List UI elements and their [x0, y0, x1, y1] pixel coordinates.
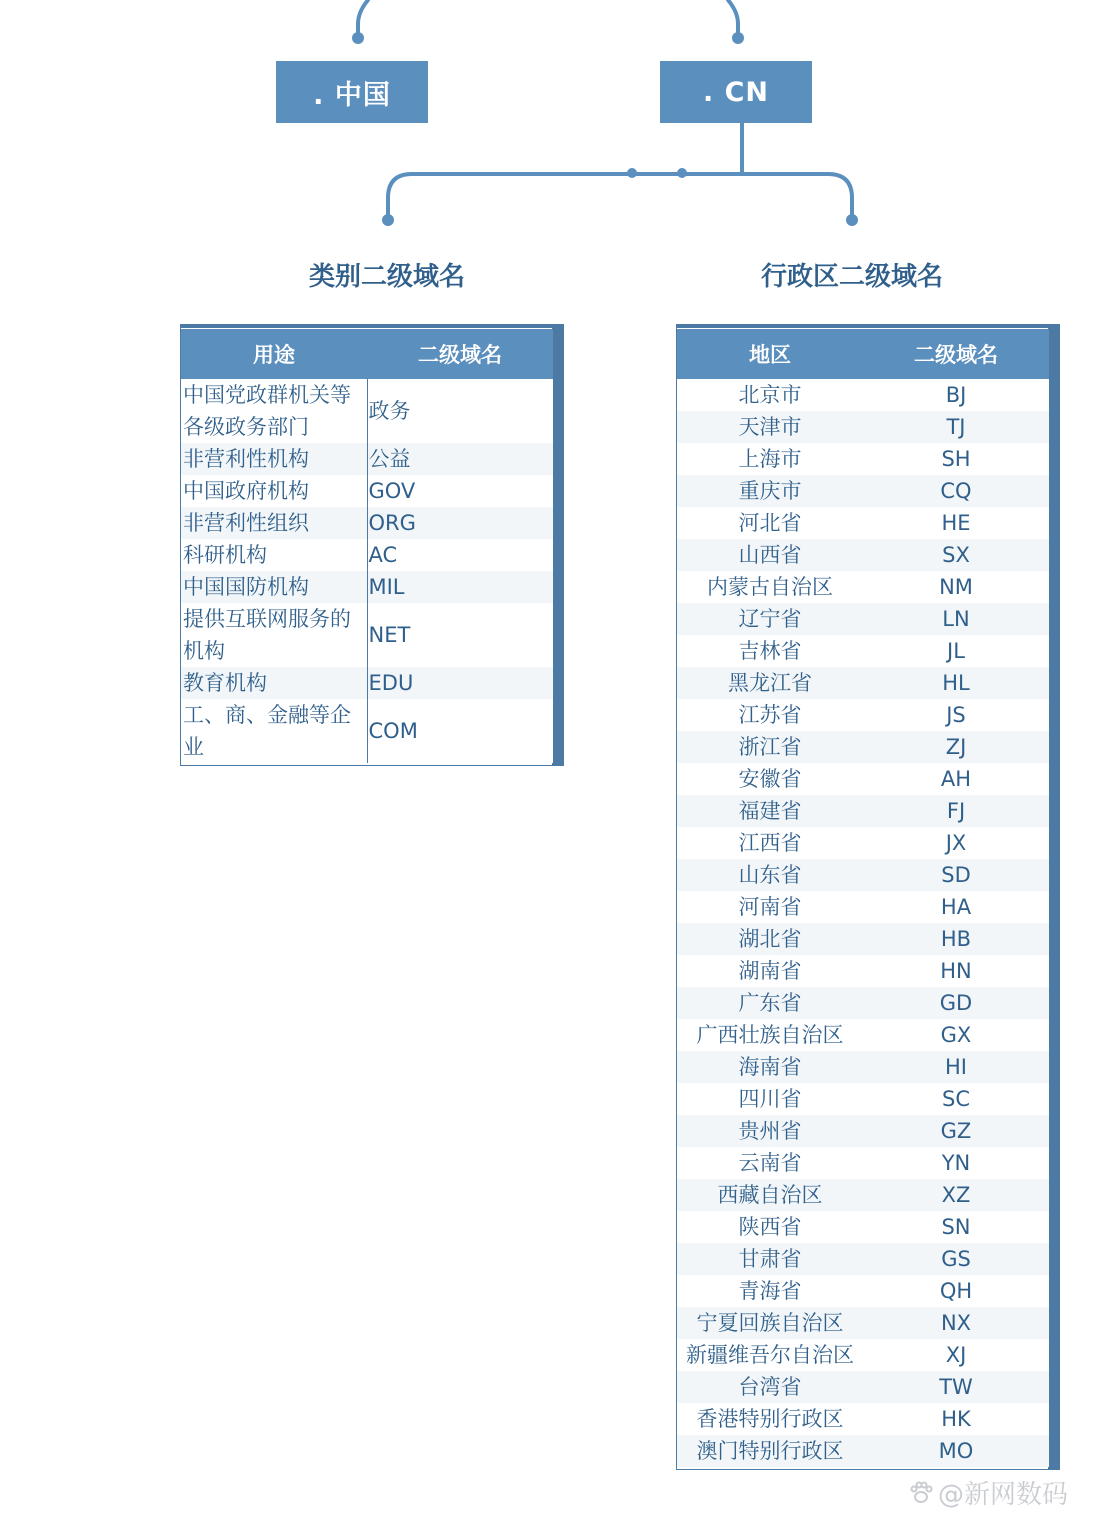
region-name-cell: 浙江省 [677, 731, 863, 763]
category-table-row [181, 539, 553, 571]
region-code-cell: HE [863, 507, 1049, 539]
region-code-cell: HN [863, 955, 1049, 987]
region-table-header-row [677, 329, 1049, 379]
region-table-row [677, 1307, 1049, 1339]
region-code-cell: SX [863, 539, 1049, 571]
region-table-row [677, 1179, 1049, 1211]
region-table-row [677, 411, 1049, 443]
region-table-row [677, 859, 1049, 891]
region-code-cell: HI [863, 1051, 1049, 1083]
region-name-cell: 澳门特别行政区 [677, 1435, 863, 1467]
region-table-row [677, 1339, 1049, 1371]
region-code-cell: AH [863, 763, 1049, 795]
region-table-row [677, 699, 1049, 731]
connector-dot-top-right [732, 32, 744, 44]
category-header-purpose: 用途 [181, 329, 367, 379]
category-table-row [181, 699, 553, 763]
region-name-cell: 广东省 [677, 987, 863, 1019]
table-top-border [181, 324, 564, 328]
region-code-cell: HA [863, 891, 1049, 923]
region-code-cell: JL [863, 635, 1049, 667]
node-chinese-tld: . 中国 [276, 61, 428, 123]
region-name-cell: 新疆维吾尔自治区 [677, 1339, 863, 1371]
region-section-title: 行政区二级域名 [760, 262, 943, 292]
region-table-row [677, 987, 1049, 1019]
region-name-cell: 宁夏回族自治区 [677, 1307, 863, 1339]
region-name-cell: 香港特别行政区 [677, 1403, 863, 1435]
region-table-row [677, 1083, 1049, 1115]
category-purpose-cell: 工、商、金融等企业 [181, 699, 367, 763]
region-code-cell: HL [863, 667, 1049, 699]
region-name-cell: 台湾省 [677, 1371, 863, 1403]
region-name-cell: 吉林省 [677, 635, 863, 667]
region-name-cell: 江苏省 [677, 699, 863, 731]
region-table-row [677, 955, 1049, 987]
region-table-row [677, 1435, 1049, 1467]
region-header-domain: 二级域名 [863, 329, 1049, 379]
region-name-cell: 四川省 [677, 1083, 863, 1115]
category-table-row [181, 507, 553, 539]
region-code-cell: FJ [863, 795, 1049, 827]
region-name-cell: 山东省 [677, 859, 863, 891]
category-purpose-cell: 教育机构 [181, 667, 367, 699]
region-code-cell: HK [863, 1403, 1049, 1435]
category-table-row [181, 475, 553, 507]
region-name-cell: 内蒙古自治区 [677, 571, 863, 603]
region-table-row [677, 1275, 1049, 1307]
category-table-row [181, 443, 553, 475]
region-table-row [677, 891, 1049, 923]
connector-dot-left-end [382, 214, 394, 226]
region-name-cell: 甘肃省 [677, 1243, 863, 1275]
region-code-cell: SN [863, 1211, 1049, 1243]
region-code-cell: ZJ [863, 731, 1049, 763]
connector-dot-right-end [846, 214, 858, 226]
region-table-row [677, 1211, 1049, 1243]
connector-dot-branch-b [677, 168, 687, 178]
region-table-row [677, 795, 1049, 827]
region-name-cell: 山西省 [677, 539, 863, 571]
region-code-cell: NM [863, 571, 1049, 603]
region-table-row [677, 667, 1049, 699]
region-code-cell: GX [863, 1019, 1049, 1051]
connector-branch [388, 174, 852, 218]
region-code-cell: HB [863, 923, 1049, 955]
region-name-cell: 广西壮族自治区 [677, 1019, 863, 1051]
category-purpose-cell: 科研机构 [181, 539, 367, 571]
region-code-cell: QH [863, 1275, 1049, 1307]
region-table-row [677, 571, 1049, 603]
region-name-cell: 贵州省 [677, 1115, 863, 1147]
category-header-domain: 二级域名 [367, 329, 553, 379]
region-table-row [677, 827, 1049, 859]
category-purpose-cell: 中国党政群机关等各级政务部门 [181, 379, 367, 443]
category-domain-cell: GOV [367, 475, 553, 507]
category-purpose-cell: 中国政府机构 [181, 475, 367, 507]
region-table-row [677, 1147, 1049, 1179]
region-code-cell: JX [863, 827, 1049, 859]
region-table-row [677, 603, 1049, 635]
region-code-cell: XZ [863, 1179, 1049, 1211]
region-table [677, 329, 1049, 1467]
region-code-cell: SD [863, 859, 1049, 891]
table-side-bar [1048, 324, 1060, 1470]
region-name-cell: 重庆市 [677, 475, 863, 507]
category-table-row [181, 571, 553, 603]
category-domain-cell: ORG [367, 507, 553, 539]
connector-dot-top-left [352, 32, 364, 44]
category-purpose-cell: 提供互联网服务的机构 [181, 603, 367, 667]
category-table-row [181, 603, 553, 667]
region-name-cell: 辽宁省 [677, 603, 863, 635]
region-code-cell: JS [863, 699, 1049, 731]
region-name-cell: 海南省 [677, 1051, 863, 1083]
region-name-cell: 福建省 [677, 795, 863, 827]
region-name-cell: 安徽省 [677, 763, 863, 795]
region-table-row [677, 731, 1049, 763]
category-table-header-row [181, 329, 553, 379]
category-purpose-cell: 中国国防机构 [181, 571, 367, 603]
region-code-cell: GS [863, 1243, 1049, 1275]
region-name-cell: 北京市 [677, 379, 863, 411]
region-table-row [677, 763, 1049, 795]
region-table-row [677, 443, 1049, 475]
category-domain-cell: COM [367, 699, 553, 763]
category-table-row [181, 379, 553, 443]
region-table-container [676, 324, 1060, 1470]
region-table-row [677, 507, 1049, 539]
region-table-row [677, 1019, 1049, 1051]
region-name-cell: 云南省 [677, 1147, 863, 1179]
region-code-cell: LN [863, 603, 1049, 635]
category-purpose-cell: 非营利性组织 [181, 507, 367, 539]
category-domain-cell: 政务 [367, 379, 553, 443]
region-name-cell: 黑龙江省 [677, 667, 863, 699]
region-name-cell: 湖南省 [677, 955, 863, 987]
region-code-cell: SH [863, 443, 1049, 475]
connector-top-left [358, 0, 368, 36]
region-code-cell: GD [863, 987, 1049, 1019]
region-name-cell: 河北省 [677, 507, 863, 539]
category-domain-cell: 公益 [367, 443, 553, 475]
region-code-cell: TW [863, 1371, 1049, 1403]
region-name-cell: 西藏自治区 [677, 1179, 863, 1211]
connector-top-right [728, 0, 738, 36]
region-table-row [677, 1115, 1049, 1147]
region-table-row [677, 539, 1049, 571]
watermark [908, 1474, 1068, 1511]
region-table-row [677, 1243, 1049, 1275]
region-table-row [677, 379, 1049, 411]
region-table-row [677, 635, 1049, 667]
category-domain-cell: AC [367, 539, 553, 571]
region-table-row [677, 923, 1049, 955]
region-name-cell: 青海省 [677, 1275, 863, 1307]
region-table-row [677, 475, 1049, 507]
category-table-row [181, 667, 553, 699]
category-domain-cell: NET [367, 603, 553, 667]
region-name-cell: 江西省 [677, 827, 863, 859]
region-table-row [677, 1403, 1049, 1435]
table-top-border [677, 324, 1060, 328]
watermark-text: @新网数码 [938, 1480, 1069, 1510]
region-name-cell: 河南省 [677, 891, 863, 923]
region-code-cell: YN [863, 1147, 1049, 1179]
region-code-cell: NX [863, 1307, 1049, 1339]
region-name-cell: 天津市 [677, 411, 863, 443]
region-table-row [677, 1051, 1049, 1083]
region-name-cell: 湖北省 [677, 923, 863, 955]
category-domain-cell: EDU [367, 667, 553, 699]
region-code-cell: MO [863, 1435, 1049, 1467]
region-name-cell: 陕西省 [677, 1211, 863, 1243]
table-side-bar [552, 324, 564, 766]
category-table-container [180, 324, 564, 766]
category-section-title: 类别二级域名 [308, 262, 465, 292]
region-table-row [677, 1371, 1049, 1403]
region-name-cell: 上海市 [677, 443, 863, 475]
category-table [181, 329, 553, 763]
node-cn-tld: . CN [660, 61, 812, 123]
category-domain-cell: MIL [367, 571, 553, 603]
region-code-cell: GZ [863, 1115, 1049, 1147]
region-header-area: 地区 [677, 329, 863, 379]
region-code-cell: TJ [863, 411, 1049, 443]
category-purpose-cell: 非营利性机构 [181, 443, 367, 475]
paw-icon [908, 1480, 934, 1506]
region-code-cell: BJ [863, 379, 1049, 411]
region-code-cell: SC [863, 1083, 1049, 1115]
connector-dot-branch-a [627, 168, 637, 178]
region-code-cell: CQ [863, 475, 1049, 507]
region-code-cell: XJ [863, 1339, 1049, 1371]
